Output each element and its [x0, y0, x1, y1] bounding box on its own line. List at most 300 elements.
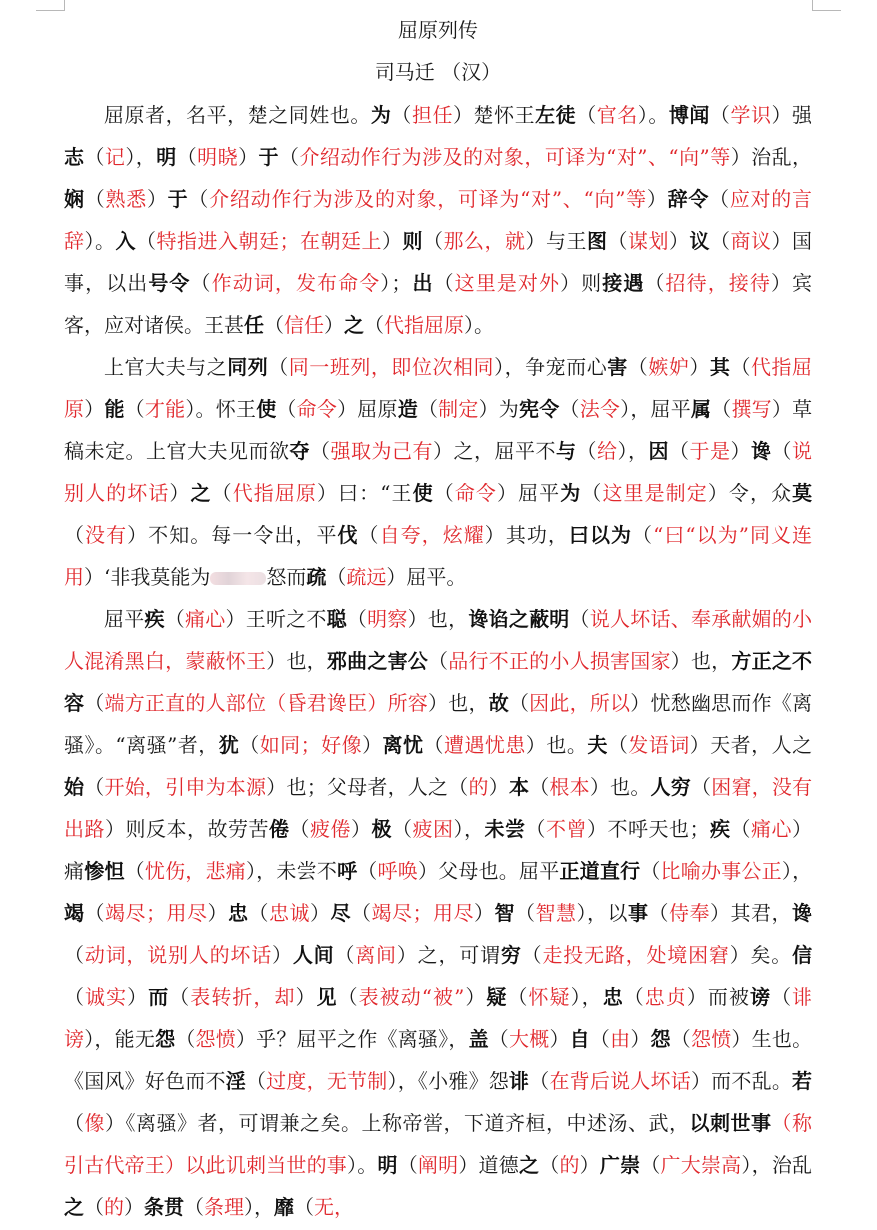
keyword: 谗谄之蔽明: [468, 607, 570, 631]
keyword: 宪令: [519, 397, 560, 421]
annotation: 怨愤: [195, 1027, 236, 1051]
keyword: 而: [148, 985, 170, 1009]
text-run: （: [84, 1195, 104, 1219]
keyword: 极: [371, 817, 392, 841]
keyword: 辞令: [667, 187, 710, 211]
text-run: （: [623, 985, 645, 1009]
annotation: 代指屈原: [384, 313, 464, 337]
text-run: （: [709, 103, 731, 127]
text-run: ）: [146, 187, 168, 211]
text-run: （: [529, 1069, 550, 1093]
keyword: 本: [508, 775, 530, 799]
crop-mark-top-right: [812, 0, 841, 11]
text-run: （: [136, 229, 157, 253]
annotation: 侍奉: [669, 901, 710, 925]
text-run: ）治乱，: [730, 145, 813, 169]
annotation: 由: [610, 1027, 631, 1051]
annotation: 谋划: [628, 229, 669, 253]
text-run: ）楚怀王: [453, 103, 536, 127]
text-run: （: [627, 355, 649, 379]
text-run: （: [245, 1069, 267, 1093]
text-run: ）之，可谓: [396, 943, 501, 967]
text-run: （: [559, 397, 580, 421]
annotation: 智慧: [535, 901, 577, 925]
text-run: ），屈平: [620, 397, 691, 421]
text-run: （: [607, 733, 629, 757]
keyword: 犹: [218, 733, 240, 757]
text-run: （: [334, 943, 356, 967]
keyword: 疑: [486, 985, 508, 1009]
annotation: 痛心: [751, 817, 792, 841]
text-run: （: [164, 607, 185, 631]
annotation: 的: [559, 1153, 580, 1177]
text-run: （: [529, 775, 550, 799]
text-run: ）为: [478, 397, 520, 421]
keyword: 害: [607, 355, 628, 379]
text-run: ）: [127, 985, 149, 1009]
keyword: 任: [244, 313, 264, 337]
text-run: ）: [272, 943, 293, 967]
text-run: （: [278, 145, 300, 169]
annotation: 学识: [730, 103, 772, 127]
text-run: （: [433, 481, 455, 505]
text-run: ）草稿未定。上官大夫见而欲: [64, 397, 813, 463]
text-run: ）: [324, 313, 344, 337]
keyword: 志: [64, 145, 85, 169]
text-run: （: [525, 817, 546, 841]
text-run: （: [64, 943, 85, 967]
annotation: 无，: [314, 1195, 354, 1219]
annotation: 诽谤: [64, 985, 813, 1051]
annotation: 广大崇高: [660, 1153, 742, 1177]
annotation: 信任: [284, 313, 324, 337]
text-run: ）则: [560, 271, 603, 295]
keyword: 见: [316, 985, 338, 1009]
text-run: ）: [579, 1153, 600, 1177]
annotation: 竭尽；用尽: [105, 901, 208, 925]
text-run: ）国事，以出: [64, 229, 812, 295]
text-run: （: [648, 901, 669, 925]
text-run: ）屈平: [497, 481, 561, 505]
redacted-text: [210, 572, 266, 585]
text-run: （: [289, 817, 310, 841]
text-run: ）与王: [525, 229, 587, 253]
text-run: （: [640, 859, 661, 883]
keyword: 议: [689, 229, 710, 253]
annotation: 痛心: [184, 607, 226, 631]
text-run: （: [294, 1195, 314, 1219]
text-run: ），: [244, 1195, 274, 1219]
annotation: 在背后说人坏话: [549, 1069, 691, 1093]
text-run: 上官大夫与之: [104, 355, 228, 379]
keyword: 始: [64, 775, 85, 799]
keyword: 忠: [228, 901, 249, 925]
keyword: 图: [587, 229, 608, 253]
annotation: 明晓: [197, 145, 239, 169]
annotation: 遭遇忧患: [443, 733, 526, 757]
annotation: 招待，接待: [665, 271, 771, 295]
annotation: 呼唤: [377, 859, 418, 883]
text-run: ）而不乱。: [690, 1069, 793, 1093]
annotation: 同一班列，即位次相同: [288, 355, 495, 379]
annotation: 因此，所以: [529, 691, 631, 715]
keyword: 事: [628, 901, 649, 925]
annotation: 走投无路，处境困窘: [542, 943, 730, 967]
text-run: ）其君，: [710, 901, 792, 925]
keyword: 明: [156, 145, 177, 169]
keyword: 号令: [148, 271, 191, 295]
annotation: 特指进入朝廷；在朝廷上: [156, 229, 382, 253]
paragraph: [64, 94, 812, 346]
text-run: （: [417, 397, 439, 421]
text-run: ），争宠而心: [494, 355, 608, 379]
annotation: 没有: [85, 523, 128, 547]
keyword: 博闻: [668, 103, 710, 127]
annotation: 端方正直的人部位（昏君谗臣）所容: [104, 691, 429, 715]
annotation: 品行不正的小人损害国家: [448, 649, 671, 673]
keyword: 方正之不容: [64, 649, 813, 715]
annotation: 表被动“被”: [358, 985, 465, 1009]
text-run: （: [576, 439, 597, 463]
text-run: ）: [207, 901, 228, 925]
text-run: ）宾客，应对诸侯。王甚: [64, 271, 813, 337]
text-run: （: [428, 649, 449, 673]
text-run: ），: [125, 145, 157, 169]
text-run: ）: [549, 1027, 570, 1051]
text-run: ）: [382, 229, 403, 253]
text-run: ）王听之不: [225, 607, 327, 631]
keyword: 谗: [792, 901, 812, 925]
text-run: （: [607, 229, 628, 253]
text-run: ）令，众: [707, 481, 793, 505]
annotation: 给: [597, 439, 618, 463]
annotation: 阐明: [417, 1153, 459, 1177]
keyword: 莫: [792, 481, 813, 505]
text-run: （: [64, 1111, 85, 1135]
keyword: 竭: [64, 901, 85, 925]
annotation: 大概: [509, 1027, 550, 1051]
text-run: ）也，: [428, 691, 489, 715]
text-run: （: [508, 691, 530, 715]
text-run: （: [392, 817, 413, 841]
text-run: ），能无: [84, 1027, 156, 1051]
annotation: 才能: [144, 397, 186, 421]
annotation: 说人坏话、奉承献媚的小人混淆黑白，蒙蔽怀王: [64, 607, 813, 673]
text-run: ）也，: [266, 649, 327, 673]
text-run: （: [211, 481, 233, 505]
keyword: 智: [494, 901, 515, 925]
text-run: ）。: [347, 1153, 378, 1177]
text-run: ）: [730, 439, 751, 463]
text-run: （: [670, 1027, 691, 1051]
keyword: 出: [411, 271, 434, 295]
text-run: （: [364, 313, 384, 337]
text-run: （: [711, 397, 732, 421]
keyword: 条贯: [144, 1195, 184, 1219]
keyword: 倦: [269, 817, 290, 841]
text-run: ）: [464, 985, 487, 1009]
annotation: 条理: [204, 1195, 244, 1219]
annotation: 那么，就: [443, 229, 526, 253]
annotation: 代指屈原: [232, 481, 318, 505]
text-run: （: [391, 103, 412, 127]
text-run: （: [84, 145, 105, 169]
annotation: 应对的言辞: [64, 187, 813, 253]
keyword: 疏: [306, 565, 327, 589]
keyword: 人间: [292, 943, 335, 967]
paragraph: [64, 346, 812, 598]
document-author: 司马迁 （汉）: [374, 60, 502, 84]
annotation: 这里是对外: [454, 271, 561, 295]
keyword: 靡: [274, 1195, 294, 1219]
annotation: 担任: [411, 103, 454, 127]
text-run: （: [423, 733, 444, 757]
keyword: 曰以为: [568, 523, 633, 547]
paragraph: [64, 598, 812, 1228]
text-run: 屈平: [104, 607, 145, 631]
text-run: ）；: [380, 271, 412, 295]
keyword: 左徒: [535, 103, 577, 127]
text-run: ），治乱: [741, 1153, 813, 1177]
annotation: 撰写: [731, 397, 772, 421]
keyword: 疾: [709, 817, 731, 841]
text-run: （: [124, 397, 145, 421]
keyword: 尽: [330, 901, 351, 925]
text-run: ）‘非我莫能为: [84, 565, 211, 589]
keyword: 同列: [227, 355, 269, 379]
text-run: ）: [362, 733, 383, 757]
text-run: ）而被: [686, 985, 751, 1009]
annotation: 于是: [689, 439, 731, 463]
text-run: ）之，屈平不: [433, 439, 556, 463]
text-run: ）屈平。: [386, 565, 467, 589]
keyword: 为: [560, 481, 582, 505]
annotation: 嫉妒: [648, 355, 690, 379]
text-run: ）: [310, 901, 331, 925]
keyword: 邪曲之害公: [326, 649, 429, 673]
text-run: ）屈原: [337, 397, 398, 421]
text-run: （: [357, 859, 378, 883]
crop-mark-top-left: [36, 0, 65, 11]
annotation: 法令: [579, 397, 621, 421]
annotation: （称引古代帝王）以此讥刺当世的事: [64, 1111, 812, 1177]
keyword: 疾: [144, 607, 165, 631]
document-title: 屈原列传: [398, 18, 478, 42]
text-run: （: [268, 355, 289, 379]
keyword: 未尝: [484, 817, 526, 841]
annotation: 比喻办事公正: [660, 859, 782, 883]
annotation: 像: [84, 1111, 105, 1135]
annotation: 代指屈原: [64, 355, 813, 421]
keyword: 明: [377, 1153, 398, 1177]
text-run: （: [691, 775, 712, 799]
annotation: 开始，引申为本源: [104, 775, 267, 799]
text-run: （: [644, 271, 666, 295]
keyword: 因: [648, 439, 669, 463]
keyword: 娴: [64, 187, 85, 211]
text-run: （: [310, 439, 331, 463]
annotation: 制定: [438, 397, 479, 421]
text-run: ）。: [637, 103, 669, 127]
keyword: 聪: [326, 607, 347, 631]
keyword: 自: [569, 1027, 590, 1051]
keyword: 使: [412, 481, 434, 505]
text-run: （: [351, 901, 372, 925]
text-run: （: [423, 229, 444, 253]
keyword: 诽: [509, 1069, 530, 1093]
text-run: ），未尝不: [245, 859, 338, 883]
keyword: 怨: [155, 1027, 176, 1051]
text-run: ）也。: [525, 733, 588, 757]
annotation: 记: [104, 145, 126, 169]
text-run: ）: [124, 1195, 144, 1219]
text-run: （: [576, 103, 597, 127]
text-run: （: [176, 145, 198, 169]
text-run: （: [433, 271, 455, 295]
annotation: 说别人的坏话: [64, 439, 812, 505]
text-run: （: [709, 187, 730, 211]
keyword: 接遇: [602, 271, 645, 295]
text-run: （: [589, 1027, 611, 1051]
text-run: （: [188, 187, 210, 211]
keyword: 谗: [751, 439, 772, 463]
annotation: 的: [104, 1195, 124, 1219]
text-run: （: [669, 439, 690, 463]
text-run: ）: [474, 901, 495, 925]
text-run: ）道德: [458, 1153, 519, 1177]
text-run: 怒而: [266, 565, 307, 589]
annotation: 竭尽；用尽: [371, 901, 474, 925]
text-run: （: [710, 229, 731, 253]
text-run: ）。怀王: [185, 397, 257, 421]
keyword: 造: [397, 397, 418, 421]
text-run: ）曰：“王: [317, 481, 413, 505]
text-run: ）《离骚》者，可谓兼之矣。上称帝喾，下道齐桓，中述汤、武，: [105, 1111, 690, 1135]
text-run: ）也，: [407, 607, 469, 631]
text-run: （: [569, 607, 590, 631]
text-run: （: [84, 187, 106, 211]
text-run: ），: [570, 985, 603, 1009]
keyword: 若: [792, 1069, 813, 1093]
text-run: ），: [781, 859, 813, 883]
text-run: ）其功，: [484, 523, 569, 547]
annotation: 不曾: [546, 817, 587, 841]
text-run: （: [175, 1027, 196, 1051]
keyword: 盖: [468, 1027, 489, 1051]
text-run: ）乎？屈平之作《离骚》，: [235, 1027, 469, 1051]
text-run: （: [337, 985, 359, 1009]
keyword: 于: [258, 145, 279, 169]
keyword: 正道直行: [559, 859, 641, 883]
text-run: （: [730, 817, 751, 841]
text-run: （: [640, 1153, 661, 1177]
annotation: 熟悉: [105, 187, 147, 211]
annotation: 的: [468, 775, 489, 799]
keyword: 夺: [289, 439, 310, 463]
keyword: 忠: [602, 985, 624, 1009]
text-run: （: [248, 901, 269, 925]
text-run: （: [124, 859, 145, 883]
keyword: 入: [115, 229, 136, 253]
keyword: 广崇: [599, 1153, 641, 1177]
keyword: 属: [691, 397, 712, 421]
keyword: 与: [556, 439, 577, 463]
text-run: ）: [295, 985, 317, 1009]
annotation: 发语词: [628, 733, 690, 757]
text-run: （: [169, 985, 191, 1009]
text-run: ）。: [464, 313, 494, 337]
keyword: 谤: [750, 985, 772, 1009]
text-run: （: [771, 985, 793, 1009]
text-run: （: [184, 1195, 204, 1219]
text-run: （: [539, 1153, 560, 1177]
annotation: 表转折，却: [190, 985, 296, 1009]
text-run: ）也；父母者，人之（: [266, 775, 469, 799]
text-run: ）: [646, 187, 668, 211]
keyword: 离忧: [382, 733, 424, 757]
keyword: 淫: [225, 1069, 246, 1093]
annotation: 强取为己有: [330, 439, 433, 463]
annotation: 诚实: [85, 985, 128, 1009]
annotation: 困窘，没有出路: [64, 775, 813, 841]
text-run: ），以: [576, 901, 628, 925]
text-run: ）: [669, 229, 690, 253]
annotation: 命令: [296, 397, 338, 421]
keyword: 之: [190, 481, 212, 505]
text-run: ）也。: [589, 775, 651, 799]
document-page: [64, 15, 812, 1228]
text-run: （: [397, 1153, 418, 1177]
text-run: （: [264, 313, 284, 337]
annotation: 介绍动作行为涉及的对象，可译为“对”、“向”等: [209, 187, 647, 211]
text-run: ）。: [84, 229, 116, 253]
text-run: （: [84, 901, 105, 925]
text-run: ）: [351, 817, 372, 841]
keyword: 惨怛: [84, 859, 125, 883]
text-run: （: [771, 439, 792, 463]
text-run: ）: [488, 775, 509, 799]
keyword: 人穷: [650, 775, 691, 799]
annotation: 明察: [367, 607, 408, 631]
keyword: 为: [370, 103, 392, 127]
annotation: 商议: [730, 229, 772, 253]
text-run: ）忧愁幽思而作《离骚》。“离骚”者，: [64, 691, 813, 757]
annotation: 官名: [596, 103, 638, 127]
text-run: （: [358, 523, 380, 547]
text-run: 屈原者，名平，楚之同姓也。: [104, 103, 371, 127]
text-run: （: [730, 355, 751, 379]
keyword: 之: [64, 1195, 84, 1219]
text-run: ）不呼天也；: [587, 817, 710, 841]
annotation: 怀疑: [528, 985, 571, 1009]
keyword: 故: [488, 691, 509, 715]
annotation: 作动词，发布命令: [211, 271, 381, 295]
keyword: 之: [519, 1153, 540, 1177]
keyword: 于: [167, 187, 189, 211]
text-run: ）: [238, 145, 259, 169]
keyword: 呼: [337, 859, 358, 883]
text-run: （: [239, 733, 260, 757]
annotation: 离间: [355, 943, 397, 967]
text-run: （: [276, 397, 297, 421]
text-run: ）不知。每一令出，平: [127, 523, 338, 547]
keyword: 能: [104, 397, 125, 421]
text-run: ）: [169, 481, 191, 505]
text-run: （: [521, 943, 543, 967]
text-run: （: [515, 901, 536, 925]
text-run: ）则反本，故劳苦: [105, 817, 269, 841]
keyword: 之: [344, 313, 364, 337]
